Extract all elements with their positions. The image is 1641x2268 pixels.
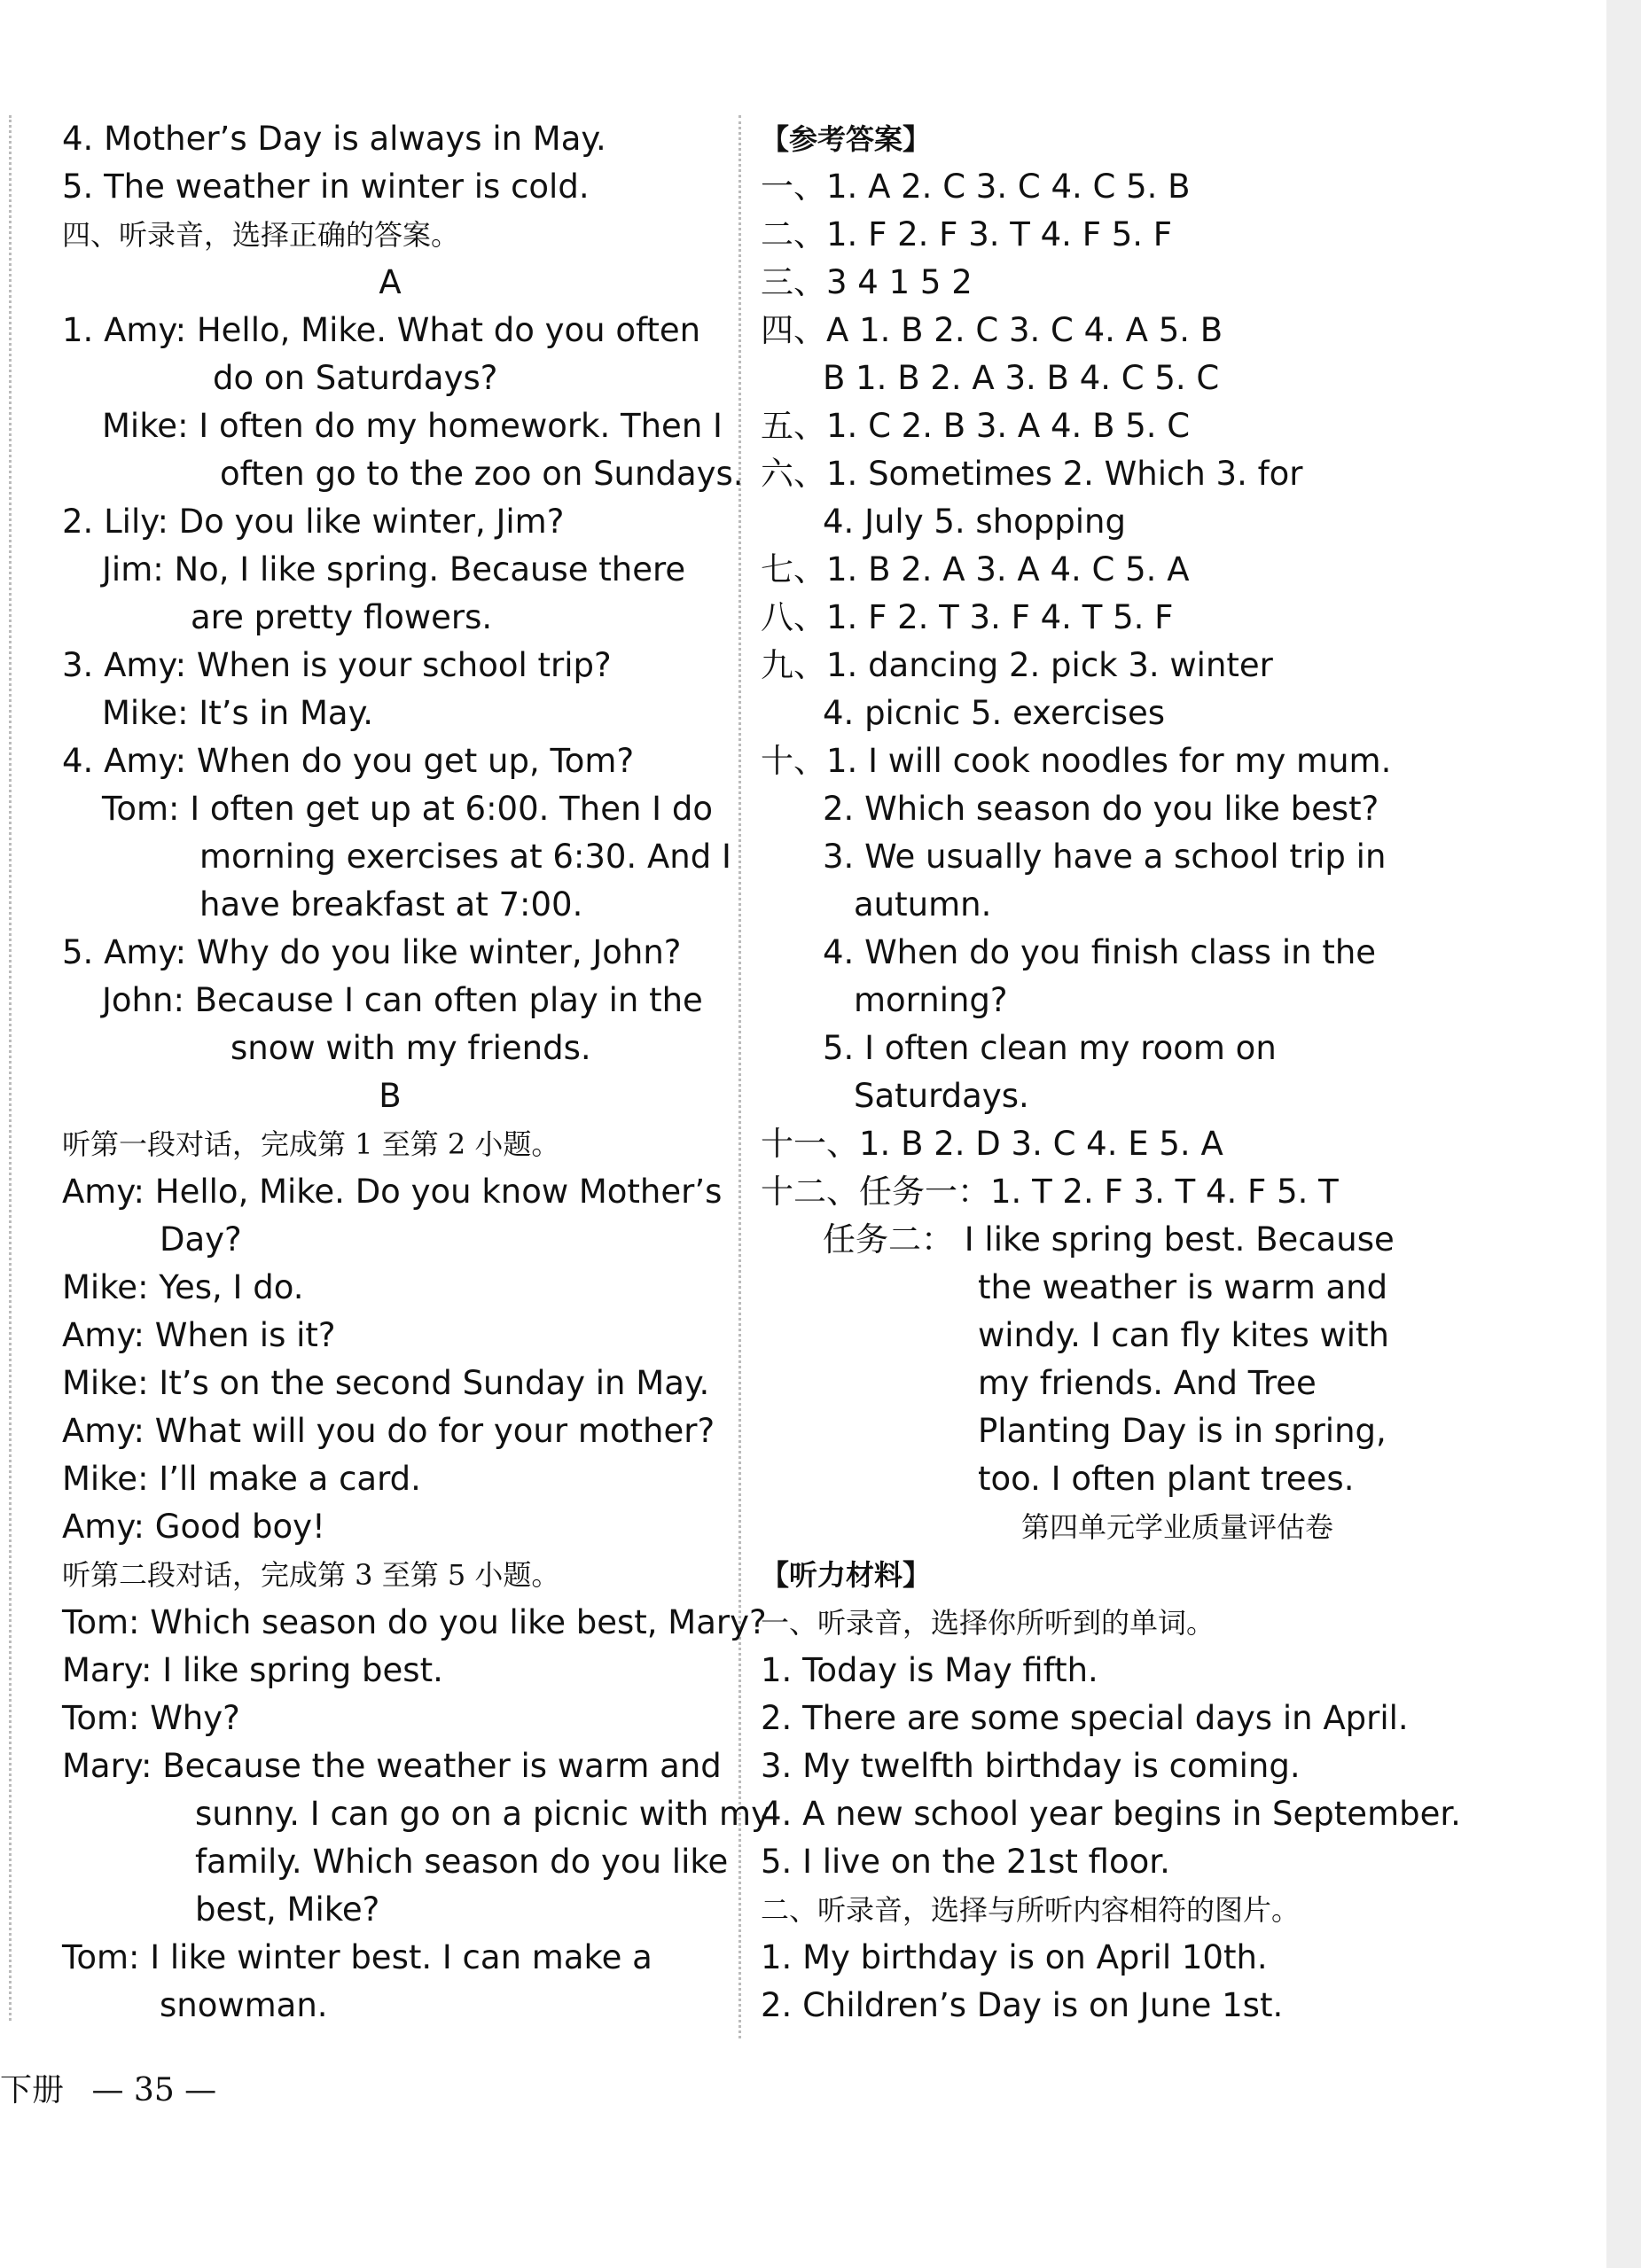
answer-line: 三、3 4 1 5 2	[761, 263, 973, 301]
part-label: A	[379, 263, 402, 301]
answer-line: B 1. B 2. A 3. B 4. C 5. C	[823, 359, 1220, 397]
volume-label: 下册	[0, 2072, 65, 2108]
answer-line: the weather is warm and	[978, 1268, 1388, 1306]
dialogue-line: Jim: No, I like spring. Because there	[102, 550, 686, 588]
answer-line: 4. When do you finish class in the	[823, 933, 1377, 971]
dialogue-line: snowman.	[160, 1986, 328, 2024]
text-line: 1. My birthday is on April 10th.	[761, 1938, 1268, 1976]
answer-line: 任务二： I like spring best. Because	[823, 1220, 1395, 1259]
text-line: 1. Today is May fifth.	[761, 1651, 1098, 1689]
answer-line: morning?	[854, 981, 1008, 1019]
answer-line: my friends. And Tree	[978, 1364, 1317, 1402]
dialogue-line: Mike: Yes, I do.	[62, 1268, 304, 1306]
dialogue-line: Mike: I’ll make a card.	[62, 1460, 421, 1498]
answer-line: 5. I often clean my room on	[823, 1029, 1277, 1067]
answer-line: 2. Which season do you like best?	[823, 790, 1379, 828]
answer-line: 八、1. F 2. T 3. F 4. T 5. F	[761, 598, 1174, 636]
answer-line: 四、A 1. B 2. C 3. C 4. A 5. B	[761, 311, 1223, 349]
instruction-line: 听第一段对话，完成第 1 至第 2 小题。	[62, 1127, 560, 1161]
dialogue-line: snow with my friends.	[231, 1029, 591, 1067]
dialogue-line: John: Because I can often play in the	[102, 981, 703, 1019]
text-line: 2. Children’s Day is on June 1st.	[761, 1986, 1284, 2024]
dialogue-line: Mike: I often do my homework. Then I	[102, 407, 723, 445]
dialogue-line: have breakfast at 7:00.	[199, 885, 583, 924]
text-line: 4. A new school year begins in September.	[761, 1795, 1461, 1833]
answer-line: 一、1. A 2. C 3. C 4. C 5. B	[761, 168, 1191, 206]
answer-line: 4. picnic 5. exercises	[823, 694, 1166, 732]
dialogue-line: 3. Amy: When is your school trip?	[62, 646, 612, 684]
column-divider	[738, 115, 741, 2038]
dialogue-line: Mary: I like spring best.	[62, 1651, 443, 1689]
part-label: B	[379, 1077, 402, 1115]
left-column	[62, 115, 770, 2030]
dialogue-line: Tom: Why?	[62, 1699, 240, 1737]
dialogue-line: 2. Lily: Do you like winter, Jim?	[62, 503, 565, 541]
answer-line: too. I often plant trees.	[978, 1460, 1355, 1498]
page-footer	[0, 2065, 234, 2110]
answer-line: 二、1. F 2. F 3. T 4. F 5. F	[761, 215, 1173, 253]
answer-line: 十、1. I will cook noodles for my mum.	[761, 742, 1392, 780]
dialogue-line: best, Mike?	[195, 1890, 380, 1929]
dialogue-line: Tom: I like winter best. I can make a	[62, 1938, 652, 1976]
dialogue-line: Mary: Because the weather is warm and	[62, 1747, 722, 1785]
dialogue-line: sunny. I can go on a picnic with my	[195, 1795, 770, 1833]
answer-line: 3. We usually have a school trip in	[823, 838, 1387, 876]
answer-line: 六、1. Sometimes 2. Which 3. for	[761, 455, 1303, 493]
answer-line: Saturdays.	[854, 1077, 1029, 1115]
answer-line: 七、1. B 2. A 3. A 4. C 5. A	[761, 550, 1190, 588]
answer-line: autumn.	[854, 885, 992, 924]
answer-line: 4. July 5. shopping	[823, 503, 1126, 541]
dialogue-line: Tom: Which season do you like best, Mary?	[62, 1603, 767, 1641]
dialogue-line: morning exercises at 6:30. And I	[199, 838, 731, 876]
dialogue-line: family. Which season do you like	[195, 1843, 729, 1881]
answer-line: Planting Day is in spring,	[978, 1412, 1387, 1450]
instruction-line: 听第二段对话，完成第 3 至第 5 小题。	[62, 1558, 560, 1592]
section-heading: 一、听录音，选择你所听到的单词。	[761, 1606, 1215, 1640]
dialogue-line: 1. Amy: Hello, Mike. What do you often	[62, 311, 701, 349]
dialogue-line: Amy: When is it?	[62, 1316, 336, 1354]
text-line: 3. My twelfth birthday is coming.	[761, 1747, 1301, 1785]
unit-title: 第四单元学业质量评估卷	[1020, 1510, 1333, 1544]
dialogue-line: do on Saturdays?	[213, 359, 498, 397]
listening-heading: 【听力材料】	[761, 1558, 932, 1592]
dialogue-line: are pretty flowers.	[191, 598, 493, 636]
page-number: — 35 —	[91, 2072, 217, 2108]
dialogue-line: Amy: What will you do for your mother?	[62, 1412, 715, 1450]
answer-line: 十二、任务一：1. T 2. F 3. T 4. F 5. T	[761, 1173, 1339, 1211]
dialogue-line: 4. Amy: When do you get up, Tom?	[62, 742, 635, 780]
text-line: 5. I live on the 21st floor.	[761, 1843, 1170, 1881]
dialogue-line: Amy: Good boy!	[62, 1508, 325, 1546]
dialogue-line: 5. Amy: Why do you like winter, John?	[62, 933, 682, 971]
answer-line: 九、1. dancing 2. pick 3. winter	[761, 646, 1273, 684]
answers-heading: 【参考答案】	[761, 122, 932, 156]
section-heading: 四、听录音，选择正确的答案。	[62, 218, 460, 252]
dialogue-line: Day?	[160, 1220, 242, 1259]
scan-margin	[1606, 0, 1641, 2268]
dialogue-line: often go to the zoo on Sundays.	[220, 455, 744, 493]
left-dotted-rule	[9, 115, 12, 2021]
section-heading: 二、听录音，选择与所听内容相符的图片。	[761, 1893, 1301, 1927]
dialogue-line: Mike: It’s on the second Sunday in May.	[62, 1364, 710, 1402]
dialogue-line: Amy: Hello, Mike. Do you know Mother’s	[62, 1173, 723, 1211]
answer-line: windy. I can fly kites with	[978, 1316, 1389, 1354]
dialogue-line: Mike: It’s in May.	[102, 694, 373, 732]
text-line: 2. There are some special days in April.	[761, 1699, 1409, 1737]
answer-line: 五、1. C 2. B 3. A 4. B 5. C	[761, 407, 1191, 445]
text-line: 5. The weather in winter is cold.	[62, 168, 590, 206]
answer-line: 十一、1. B 2. D 3. C 4. E 5. A	[761, 1125, 1223, 1163]
text-line: 4. Mother’s Day is always in May.	[62, 120, 606, 158]
right-column	[761, 115, 1594, 2030]
dialogue-line: Tom: I often get up at 6:00. Then I do	[102, 790, 713, 828]
